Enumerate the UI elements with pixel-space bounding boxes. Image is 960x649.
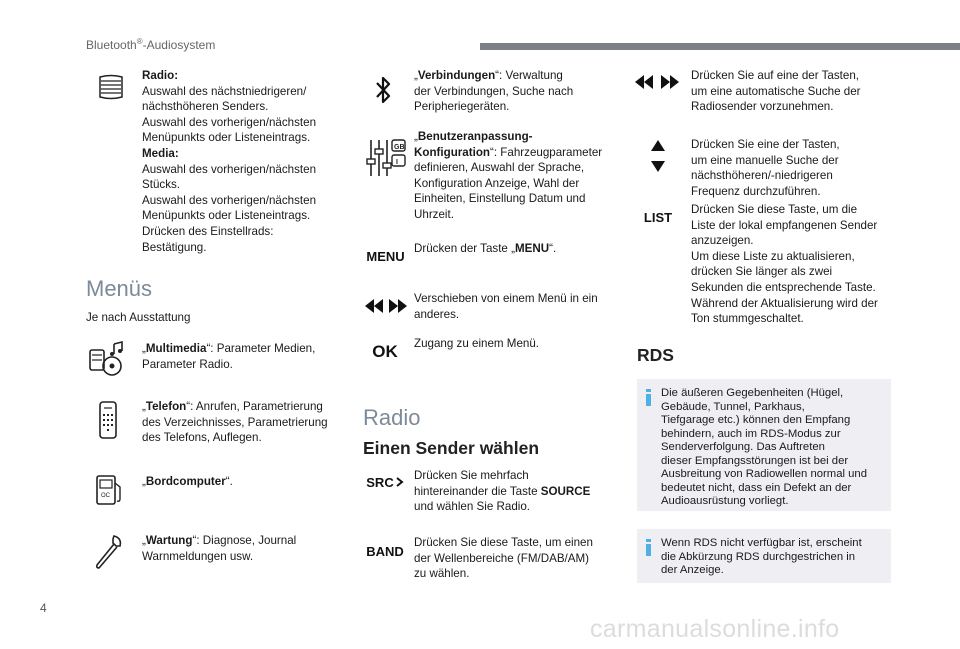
bordcomputer-description: „Bordcomputer“.: [142, 475, 233, 488]
ok-key-description: Zugang zu einem Menü.: [414, 337, 540, 350]
manual-tuning-description: Drücken Sie eine der Tasten, um eine manuelle Suche der nächsthöheren/-niedrigeren Frequenz durchzuführen.: [691, 138, 840, 198]
band-key-description: Drücken Sie diese Taste, um einen der Wellenbereiche (FM/DAB/AM) zu wählen.: [414, 536, 593, 581]
wrench-icon: [92, 533, 124, 571]
telephone-icon: [98, 400, 118, 440]
radio-title: Radio: [363, 405, 421, 430]
fuel-pump-icon: [94, 473, 124, 507]
verbindungen-description: „Verbindungen“: Verwaltung der Verbindungen, Suche nach Peripheriegeräten.: [414, 69, 574, 114]
page-number: 4: [40, 601, 47, 615]
seek-description: Drücken Sie auf eine der Tasten, um eine automatische Suche der Radiosender vorzunehmen.: [691, 69, 861, 114]
rds-title: RDS: [637, 345, 674, 365]
source-key-description: Drücken Sie mehrfach hintereinander die Taste SOURCE und wählen Sie Radio.: [414, 469, 591, 514]
ok-key-label: OK: [372, 342, 398, 361]
telefon-description: „Telefon“: Anrufen, Parametrierung des Verzeichnisses, Parametrierung des Telefons, Auflegen.: [142, 400, 328, 445]
seek-arrows-icon: [634, 74, 680, 90]
rds-unavailable-info-box: Wenn RDS nicht verfügbar ist, erscheint die Abkürzung RDS durchgestrichen in der Anzeige.: [637, 529, 891, 583]
list-key-description: Drücken Sie diese Taste, um die Liste der lokal empfangenen Sender anzuzeigen. Um diese Liste zu aktualisieren, drücken Sie länger als zwei Sekunden die entsprechende Taste. Während der Aktualisierung wird der Ton stummgeschaltet.: [691, 203, 878, 326]
menu-key-label: MENU: [366, 248, 405, 264]
wartung-description: „Wartung“: Diagnose, Journal Warnmeldungen usw.: [142, 534, 297, 563]
band-key-label: BAND: [366, 543, 404, 559]
einen-sender-waehlen-title: Einen Sender wählen: [363, 438, 540, 458]
svg-text:I: I: [396, 159, 398, 166]
left-right-arrows-icon: [364, 298, 408, 314]
multimedia-description: „Multimedia“: Parameter Medien, Parameter Radio.: [142, 342, 316, 371]
header-bar: [480, 43, 960, 50]
menus-title: Menüs: [86, 276, 153, 301]
section-header: Bluetooth®-Audiosystem: [86, 37, 216, 52]
rds-info-box: Die äußeren Gegebenheiten (Hügel, Gebäude, Tunnel, Parkhaus, Tiefgarage etc.) können den Empfang behindern, auch im RDS-Modus zur Senderverfolgung. Das Auftreten dieser Empfangsstörungen ist bei der Ausbreitung von Radiowellen normal und bedeutet nicht, dass ein Defekt an der Audioausrüstung vorliegt.: [637, 379, 891, 511]
info-icon: [645, 389, 652, 405]
multimedia-icon: [88, 340, 128, 376]
info-icon: [645, 539, 652, 555]
source-key-icon: [363, 474, 408, 490]
up-down-arrows-icon: [650, 138, 666, 174]
src-key-label: SRC: [366, 474, 394, 490]
radio-knob-description: Radio: Auswahl des nächstniedrigeren/ nächsthöheren Senders. Auswahl des vorherigen/nächsten Menüpunkts oder Listeneintrags. Media: Auswahl des vorherigen/nächsten Stücks. Auswahl des vorherigen/nächsten Menüpunkts oder Listeneintrags. Drücken des Einstellrads: Bestätigung.: [142, 69, 317, 254]
benutzeranpassung-description: „Benutzeranpassung- Konfiguration“: Fahrzeugparameter definieren, Auswahl der Sprache, Konfiguration Anzeige, Wahl der Einheiten, Einstellung Datum und Uhrzeit.: [414, 130, 603, 221]
svg-text:OC: OC: [101, 493, 110, 499]
svg-text:GB: GB: [394, 144, 405, 151]
menu-key-description: Drücken der Taste „MENU“.: [414, 242, 557, 255]
menu-navigate-description: Verschieben von einem Menü in ein anderes.: [414, 292, 598, 321]
rotary-knob-icon: [96, 74, 126, 100]
list-key-label: LIST: [643, 209, 673, 225]
watermark: carmanualsonline.info: [590, 615, 840, 643]
bluetooth-icon: [373, 74, 393, 106]
settings-sliders-icon: [365, 137, 407, 179]
je-nach-ausstattung: Je nach Ausstattung: [86, 311, 191, 324]
